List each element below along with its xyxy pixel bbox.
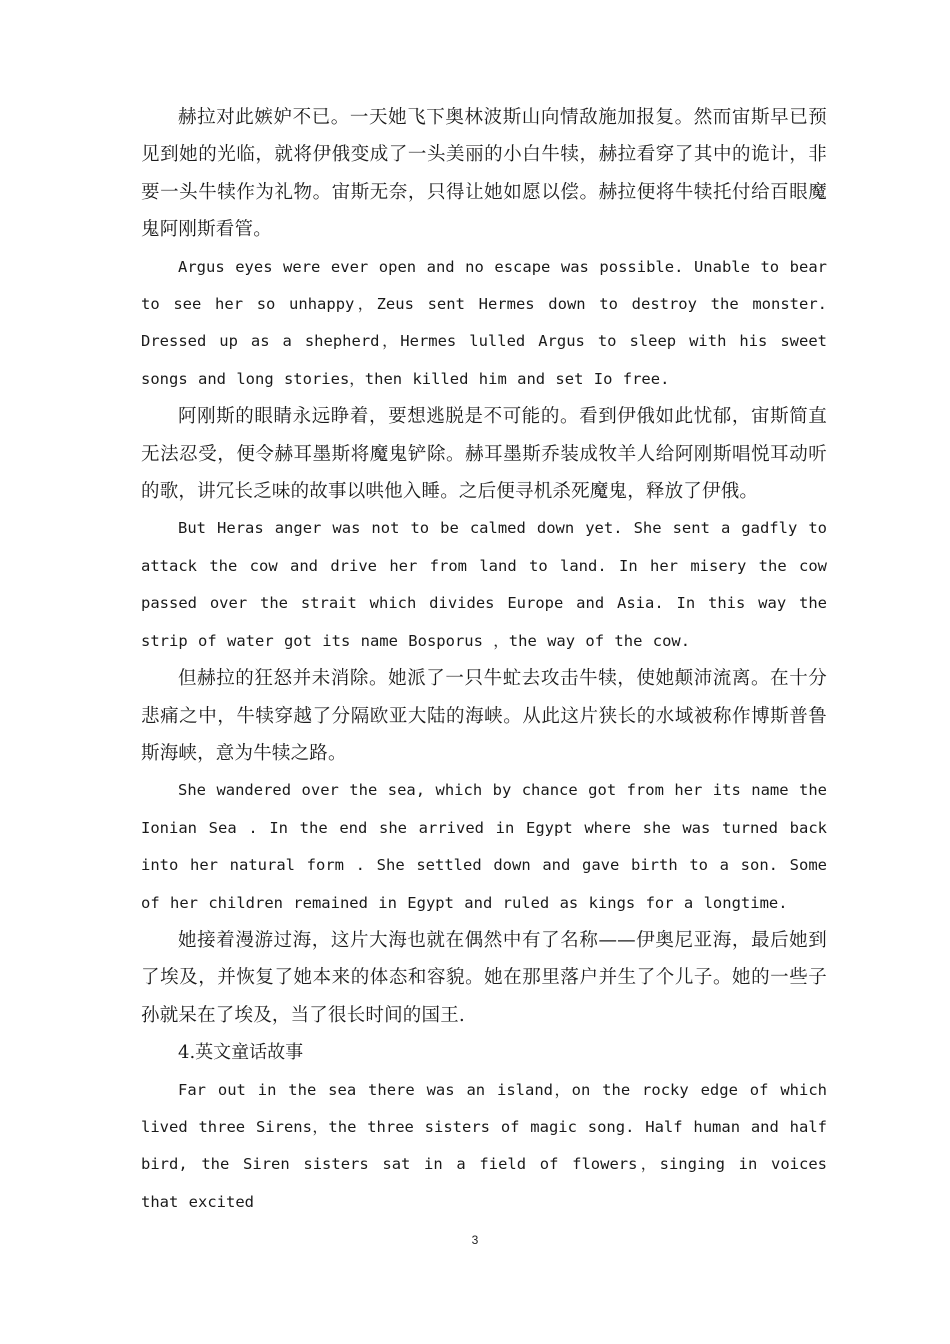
section-heading: 4.英文童话故事 (178, 1042, 304, 1064)
paragraph-en-argus: Argus eyes were ever open and no escape was possible. Unable to bear to see her so unhappy，Zeus sent Hermes down to destroy the monster. Dressed up as a shepherd，Hermes lulled Argus to sleep with his sweet songs and long stories，then killed him and set Io free. (141, 257, 827, 388)
page-number: 3 (471, 1233, 479, 1247)
paragraph-cn-argus: 阿刚斯的眼睛永远睁着，要想逃脱是不可能的。看到伊俄如此忧郁，宙斯简直无法忍受，便令赫耳墨斯将魔鬼铲除。赫耳墨斯乔装成牧羊人给阿刚斯唱悦耳动听的歌，讲冗长乏味的故事以哄他入睡。之后便寻机杀死魔鬼，释放了伊俄。 (141, 406, 827, 503)
paragraph-cn-hera-jealousy: 赫拉对此嫉妒不已。一天她飞下奥林波斯山向情敌施加报复。然而宙斯早已预见到她的光临，就将伊俄变成了一头美丽的小白牛犊，赫拉看穿了其中的诡计，非要一头牛犊作为礼物。宙斯无奈，只得让她如愿以偿。赫拉便将牛犊托付给百眼魔鬼阿刚斯看管。 (141, 107, 827, 241)
paragraph-cn-gadfly: 但赫拉的狂怒并未消除。她派了一只牛虻去攻击牛犊，使她颠沛流离。在十分悲痛之中，牛犊穿越了分隔欧亚大陆的海峡。从此这片狭长的水域被称作博斯普鲁斯海峡，意为牛犊之路。 (141, 668, 827, 764)
paragraph-en-ionian-sea: She wandered over the sea, which by chance got from her its name the Ionian Sea . In the end she arrived in Egypt where she was turned back into her natural form . She settled down and gave birth to a son. Some of her children remained in Egypt and ruled as kings for a longtime. (141, 781, 827, 912)
paragraph-cn-ionian-sea: 她接着漫游过海，这片大海也就在偶然中有了名称——伊奥尼亚海，最后她到了埃及，并恢复了她本来的体态和容貌。她在那里落户并生了个儿子。她的一些子孙就呆在了埃及，当了很长时间的国王. (141, 929, 827, 1026)
body-text (141, 99, 827, 1221)
paragraph-en-gadfly: But Heras anger was not to be calmed down yet. She sent a gadfly to attack the cow and drive her from land to land. In her misery the cow passed over the strait which divides Europe and Asia. In this way the strip of water got its name Bosporus ，the way of the cow. (141, 519, 827, 650)
paragraph-en-sirens: Far out in the sea there was an island，on the rocky edge of which lived three Sirens，the three sisters of magic song. Half human and half bird, the Siren sisters sat in a field of flowers，singing in voices that excited (141, 1080, 827, 1211)
